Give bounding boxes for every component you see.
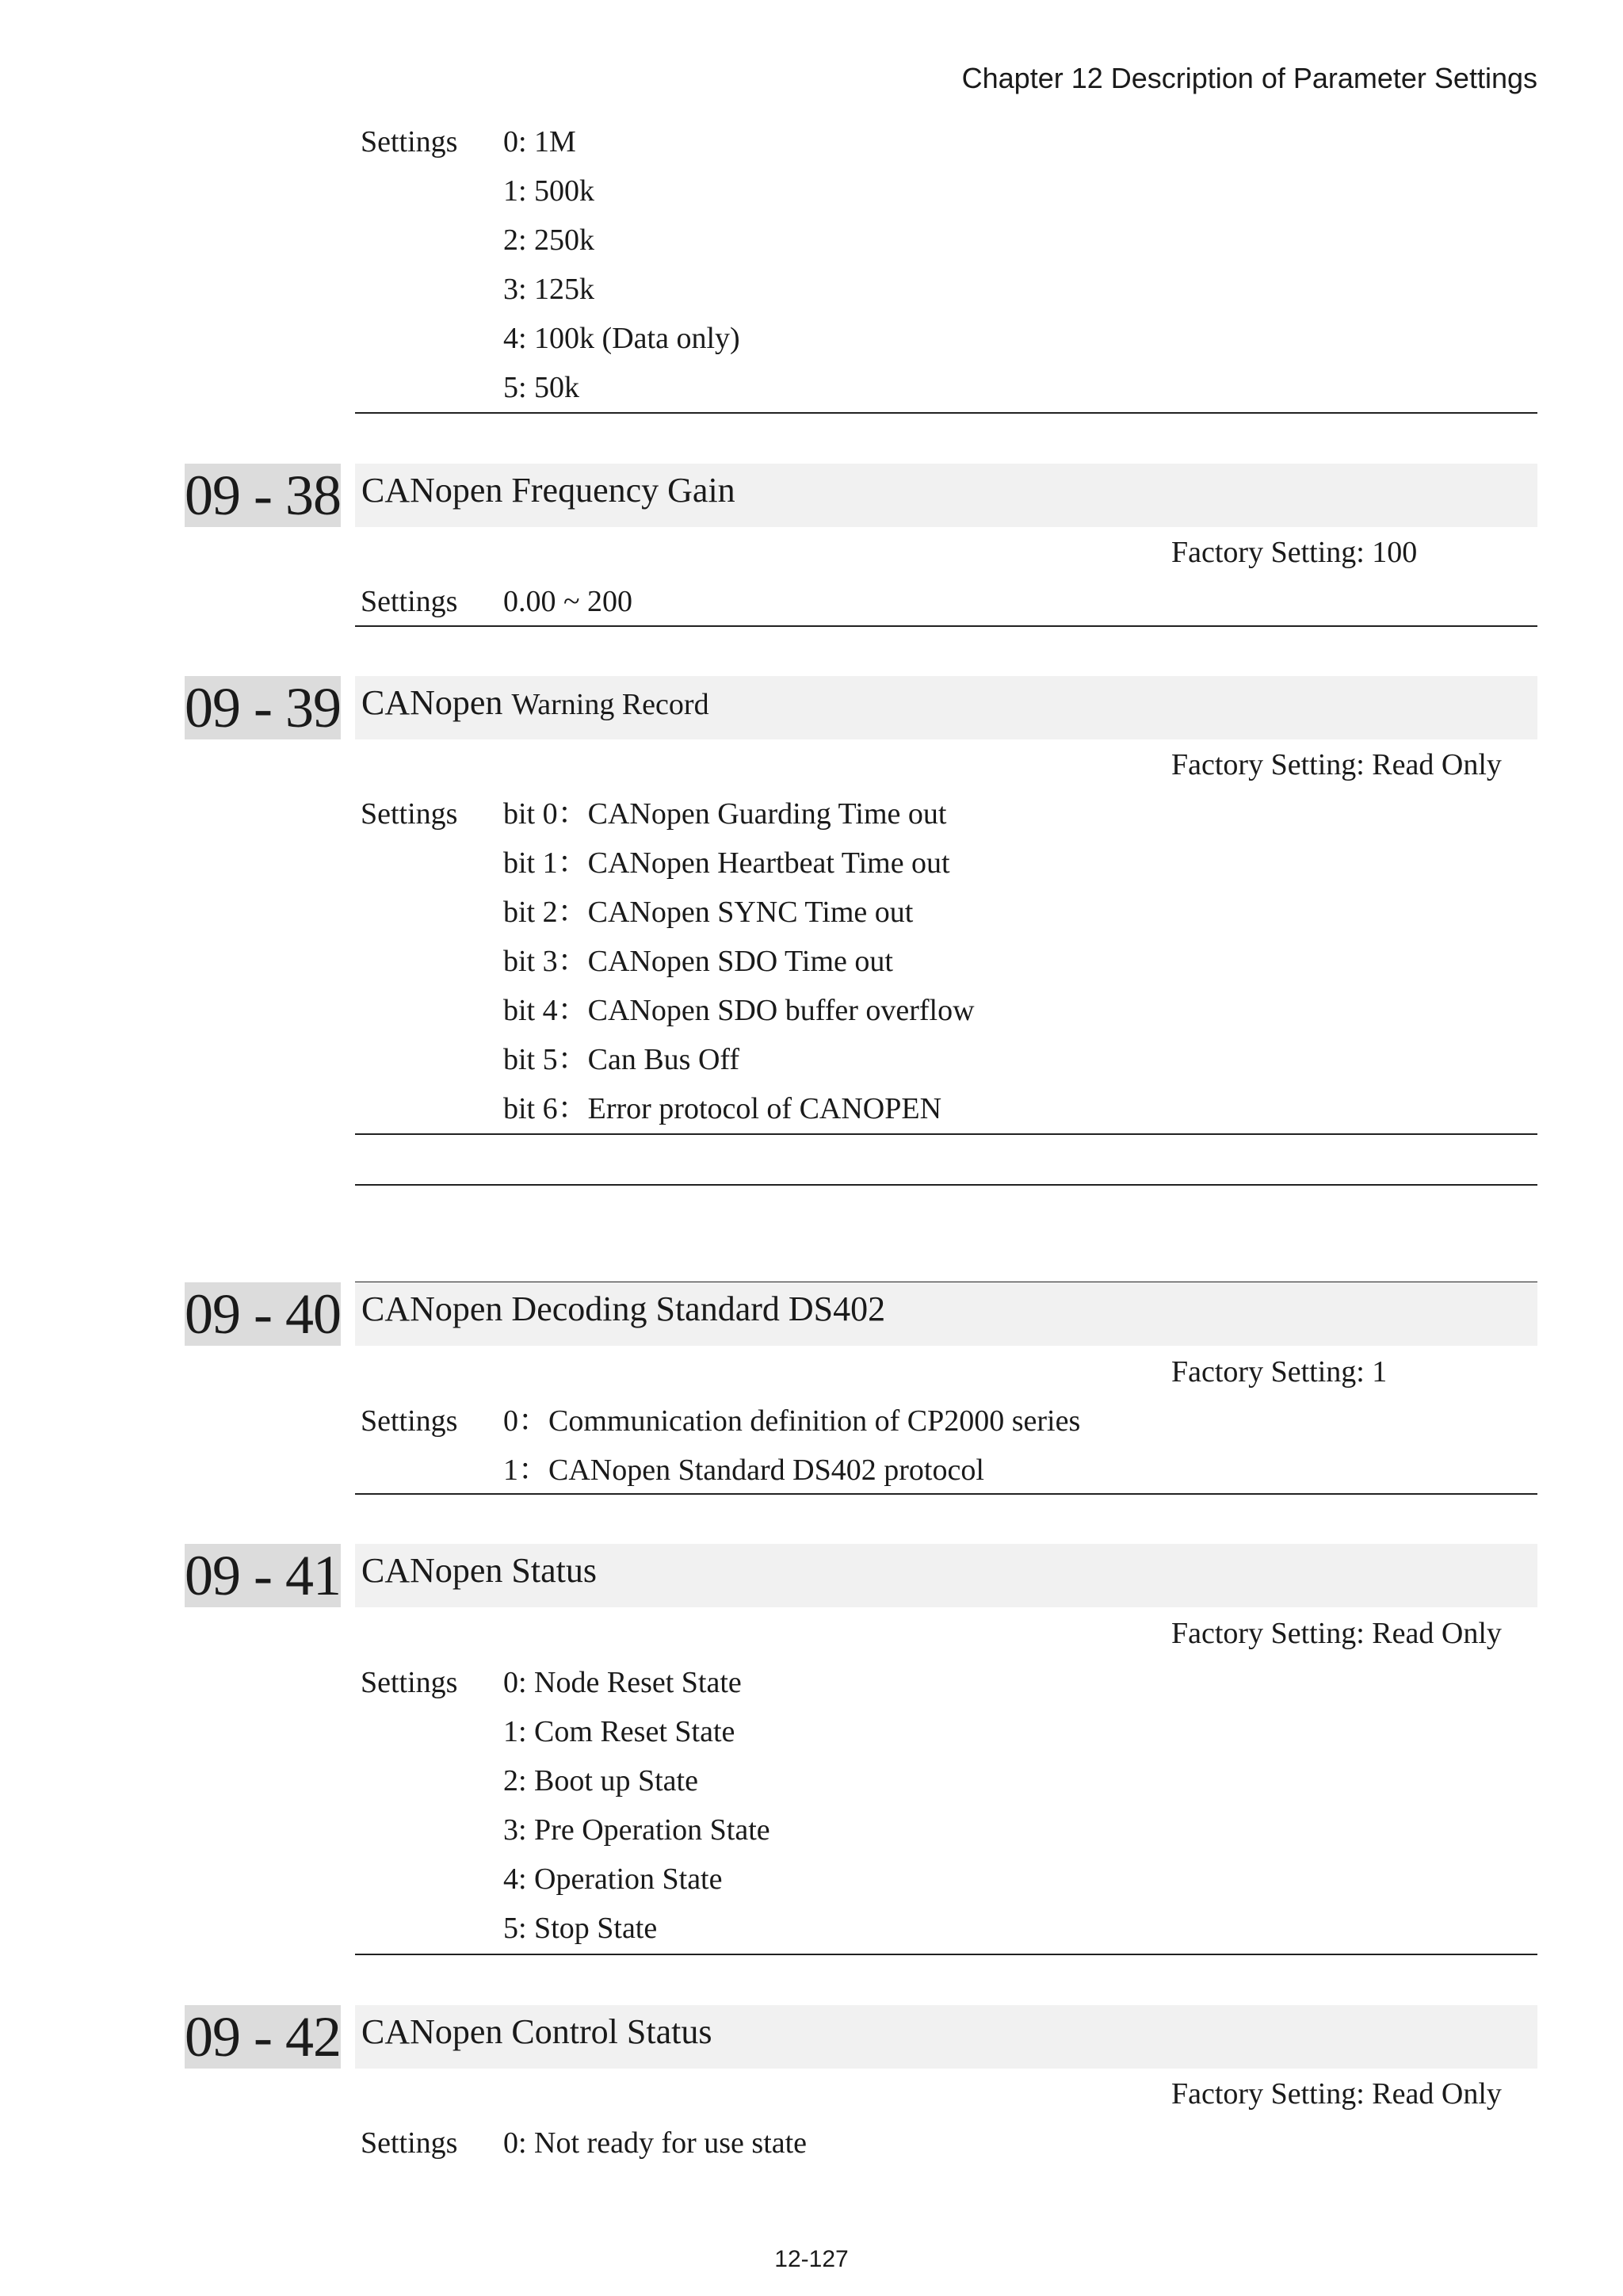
setting-option: bit 4：CANopen SDO buffer overflow [503,994,975,1027]
setting-option: 4: Operation State [503,1862,723,1896]
setting-option: bit 5：Can Bus Off [503,1043,740,1076]
setting-option: 0: Node Reset State [503,1666,742,1699]
param-id: 09 - 39 [185,676,341,739]
section-divider [355,1493,1537,1495]
setting-option: 5: 50k [503,371,580,404]
settings-options [503,577,632,626]
param-title-bar [355,1544,1537,1607]
param-title [361,676,709,732]
setting-option: 0: Not ready for use state [503,2126,808,2160]
setting-option: 0.00 ~ 200 [503,585,633,618]
param-title: CANopen Decoding Standard DS402 [361,1289,886,1328]
setting-option: bit 2：CANopen SYNC Time out [503,896,914,929]
param-title-part: CANopen [361,683,503,722]
section-divider [355,412,1537,414]
param-title-bar [355,676,1537,739]
page-number: 12-127 [774,2246,849,2272]
param-title-part: Warning Record [511,688,709,721]
settings-label: Settings [361,125,458,159]
param-id: 09 - 41 [185,1544,341,1607]
param-id: 09 - 40 [185,1282,341,1346]
factory-setting: Factory Setting: 100 [1171,536,1418,569]
factory-setting: Factory Setting: Read Only [1171,2077,1502,2111]
settings-label: Settings [361,2126,458,2160]
setting-option: 4: 100k (Data only) [503,322,740,355]
setting-option: 3: 125k [503,273,595,306]
param-title-bar [355,1282,1537,1346]
setting-option: bit 6：Error protocol of CANOPEN [503,1092,942,1125]
factory-setting: Factory Setting: 1 [1171,1355,1388,1389]
setting-option: 1：CANopen Standard DS402 protocol [503,1454,984,1487]
settings-options [503,1658,770,1953]
param-title: CANopen Status [361,1551,597,1590]
setting-option: 2: Boot up State [503,1764,698,1797]
chapter-header: Chapter 12 Description of Parameter Settings [961,62,1537,94]
param-title: CANopen Frequency Gain [361,471,735,510]
settings-options [503,789,975,1133]
setting-option: 0：Communication definition of CP2000 series [503,1404,1081,1438]
section-divider [355,1954,1537,1955]
param-title-bar [355,2005,1537,2069]
setting-option: 2: 250k [503,223,595,257]
param-id: 09 - 38 [185,464,341,527]
settings-options [503,117,740,412]
factory-setting: Factory Setting: Read Only [1171,748,1502,781]
setting-option: bit 3：CANopen SDO Time out [503,945,893,978]
param-id: 09 - 42 [185,2005,341,2069]
settings-options [503,2118,807,2168]
setting-option: bit 1：CANopen Heartbeat Time out [503,846,950,880]
setting-option: 1: 500k [503,174,595,208]
settings-label: Settings [361,1404,458,1438]
setting-option: 1: Com Reset State [503,1715,735,1748]
factory-setting: Factory Setting: Read Only [1171,1617,1502,1650]
settings-label: Settings [361,1666,458,1699]
settings-label: Settings [361,585,458,618]
section-divider [355,1184,1537,1186]
setting-option: 0: 1M [503,125,576,159]
setting-option: 5: Stop State [503,1912,658,1945]
settings-options [503,1396,1080,1495]
settings-label: Settings [361,797,458,831]
section-divider [355,1133,1537,1135]
setting-option: bit 0：CANopen Guarding Time out [503,797,947,831]
param-title-bar [355,464,1537,527]
section-divider [355,625,1537,627]
setting-option: 3: Pre Operation State [503,1813,770,1847]
param-title: CANopen Control Status [361,2012,712,2051]
